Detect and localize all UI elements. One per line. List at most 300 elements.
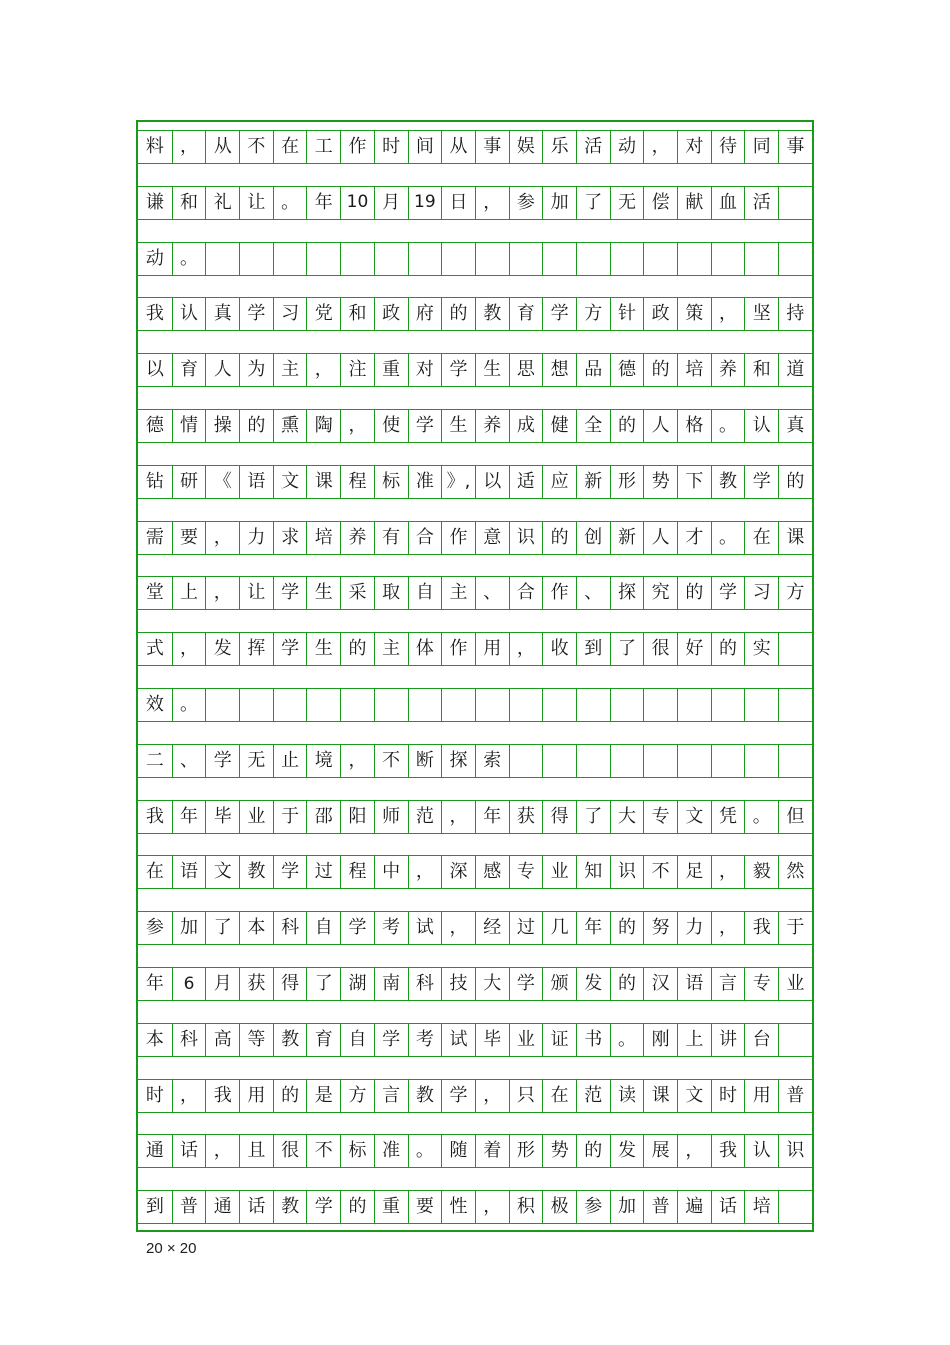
grid-cell: 势	[643, 465, 677, 499]
grid-cell: 和	[340, 297, 374, 331]
grid-cell: 课	[778, 521, 812, 555]
grid-cell: 作	[340, 130, 374, 164]
grid-cell: 语	[239, 465, 273, 499]
grid-cell: 日	[441, 186, 475, 220]
grid-cell: 从	[205, 130, 239, 164]
grid-cell: ，	[408, 855, 442, 889]
grid-cell: 待	[711, 130, 745, 164]
grid-cell: 发	[205, 632, 239, 666]
grid-cell: 书	[576, 1023, 610, 1057]
grid-cell: 学	[239, 297, 273, 331]
grid-cell: 19	[408, 186, 442, 220]
grid-cell: ，	[441, 800, 475, 834]
grid-cell: 主	[374, 632, 408, 666]
grid-cell	[711, 744, 745, 778]
grid-cell: 和	[172, 186, 206, 220]
grid-cell: 、	[475, 576, 509, 610]
grid-cell: 加	[542, 186, 576, 220]
grid-cell	[576, 744, 610, 778]
grid-cell	[778, 744, 812, 778]
grid-cell: 谦	[138, 186, 172, 220]
grid-cell: 在	[744, 521, 778, 555]
grid-cell: 主	[273, 353, 307, 387]
grid-cell: 式	[138, 632, 172, 666]
grid-cell: 以	[138, 353, 172, 387]
grid-cell	[677, 688, 711, 722]
grid-cell	[778, 186, 812, 220]
grid-cell: 的	[576, 1134, 610, 1168]
grid-cell: 方	[576, 297, 610, 331]
grid-cell: 到	[138, 1190, 172, 1224]
grid-cell: 力	[677, 911, 711, 945]
grid-cell	[306, 242, 340, 276]
grid-cell	[711, 688, 745, 722]
grid-cell: 自	[306, 911, 340, 945]
grid-row	[138, 1134, 812, 1168]
grid-cell	[475, 688, 509, 722]
grid-cell	[509, 688, 543, 722]
grid-cell: 教	[475, 297, 509, 331]
grid-cell: 新	[610, 521, 644, 555]
grid-cell: 知	[576, 855, 610, 889]
grid-cell: ，	[711, 855, 745, 889]
grid-cell: ，	[711, 297, 745, 331]
grid-cell: 的	[273, 1079, 307, 1113]
grid-cell: 且	[239, 1134, 273, 1168]
grid-cell: 对	[408, 353, 442, 387]
grid-cell: 生	[441, 409, 475, 443]
grid-cell: 德	[138, 409, 172, 443]
grid-cell: 使	[374, 409, 408, 443]
grid-cell: 言	[374, 1079, 408, 1113]
grid-cell: 礼	[205, 186, 239, 220]
grid-cell: ，	[475, 186, 509, 220]
grid-row	[138, 967, 812, 1001]
grid-cell: 文	[677, 800, 711, 834]
grid-cell: 真	[778, 409, 812, 443]
manuscript-grid-sheet	[136, 120, 814, 1232]
grid-cell: 获	[239, 967, 273, 1001]
grid-cell: 教	[408, 1079, 442, 1113]
grid-cell: 深	[441, 855, 475, 889]
grid-cell: 全	[576, 409, 610, 443]
grid-cell: 中	[374, 855, 408, 889]
grid-cell	[610, 744, 644, 778]
grid-cell: 很	[643, 632, 677, 666]
grid-cell: 了	[306, 967, 340, 1001]
grid-cell: 乐	[542, 130, 576, 164]
grid-cell: 本	[138, 1023, 172, 1057]
grid-cell: 时	[711, 1079, 745, 1113]
grid-cell: 在	[138, 855, 172, 889]
grid-cell: 人	[205, 353, 239, 387]
grid-cell: 用	[239, 1079, 273, 1113]
grid-cell: 健	[542, 409, 576, 443]
grid-cell: 方	[340, 1079, 374, 1113]
grid-cell: 着	[475, 1134, 509, 1168]
grid-cell: 毕	[475, 1023, 509, 1057]
grid-cell: 年	[576, 911, 610, 945]
grid-cell: 养	[475, 409, 509, 443]
grid-cell: 学	[441, 353, 475, 387]
grid-cell: 等	[239, 1023, 273, 1057]
grid-cell: 课	[643, 1079, 677, 1113]
grid-cell: 准	[408, 465, 442, 499]
grid-cell: 活	[744, 186, 778, 220]
grid-cell: 范	[408, 800, 442, 834]
grid-cell: 是	[306, 1079, 340, 1113]
grid-cell: 创	[576, 521, 610, 555]
grid-cell: 政	[643, 297, 677, 331]
grid-row	[138, 911, 812, 945]
grid-cell: 认	[744, 1134, 778, 1168]
grid-cell	[677, 744, 711, 778]
grid-cell: 发	[576, 967, 610, 1001]
grid-cell: 学	[273, 576, 307, 610]
grid-cell: 人	[643, 521, 677, 555]
grid-cell: ，	[340, 744, 374, 778]
grid-cell: 工	[306, 130, 340, 164]
grid-cell: 合	[408, 521, 442, 555]
grid-cell: 阳	[340, 800, 374, 834]
grid-cell: 培	[306, 521, 340, 555]
grid-cell: 。	[273, 186, 307, 220]
grid-cell: 业	[239, 800, 273, 834]
grid-cell: 标	[340, 1134, 374, 1168]
grid-cell: 时	[138, 1079, 172, 1113]
grid-cell: 学	[374, 1023, 408, 1057]
grid-cell: 发	[610, 1134, 644, 1168]
grid-cell: 的	[239, 409, 273, 443]
grid-cell	[239, 688, 273, 722]
grid-cell: 得	[273, 967, 307, 1001]
grid-cell: 自	[408, 576, 442, 610]
grid-cell: 了	[610, 632, 644, 666]
grid-cell: 让	[239, 576, 273, 610]
grid-cell: 培	[677, 353, 711, 387]
grid-cell: 在	[273, 130, 307, 164]
grid-row	[138, 353, 812, 387]
grid-row	[138, 465, 812, 499]
grid-cell: 大	[610, 800, 644, 834]
grid-cell: 用	[744, 1079, 778, 1113]
grid-cell: 年	[306, 186, 340, 220]
grid-cell: 养	[340, 521, 374, 555]
grid-cell: ，	[205, 576, 239, 610]
grid-cell: 育	[509, 297, 543, 331]
grid-cell: ，	[205, 1134, 239, 1168]
grid-cell: 证	[542, 1023, 576, 1057]
grid-cell: 讲	[711, 1023, 745, 1057]
grid-cell: 力	[239, 521, 273, 555]
grid-cell: 学	[205, 744, 239, 778]
grid-cell: 刚	[643, 1023, 677, 1057]
grid-cell: 为	[239, 353, 273, 387]
grid-cell: 话	[172, 1134, 206, 1168]
grid-cell: 参	[576, 1190, 610, 1224]
grid-cell: 要	[172, 521, 206, 555]
grid-cell: 准	[374, 1134, 408, 1168]
grid-cell: 探	[441, 744, 475, 778]
grid-cell	[509, 242, 543, 276]
grid-cell: 无	[239, 744, 273, 778]
grid-cell: ，	[306, 353, 340, 387]
grid-cell: 养	[711, 353, 745, 387]
grid-cell: 动	[138, 242, 172, 276]
grid-cell: 学	[273, 632, 307, 666]
grid-cell: 想	[542, 353, 576, 387]
grid-cell: 索	[475, 744, 509, 778]
grid-cell	[542, 688, 576, 722]
grid-cell: 普	[643, 1190, 677, 1224]
grid-cell: 业	[542, 855, 576, 889]
grid-cell: 话	[711, 1190, 745, 1224]
grid-cell: 年	[138, 967, 172, 1001]
grid-row	[138, 688, 812, 722]
grid-cell: 需	[138, 521, 172, 555]
grid-cell: 《	[205, 465, 239, 499]
grid-cell: 通	[138, 1134, 172, 1168]
grid-cell: 的	[610, 967, 644, 1001]
grid-cell: 考	[374, 911, 408, 945]
grid-cell: 用	[475, 632, 509, 666]
grid-cell	[744, 744, 778, 778]
grid-cell: 湖	[340, 967, 374, 1001]
grid-cell: 习	[273, 297, 307, 331]
grid-cell	[643, 744, 677, 778]
grid-cell: 陶	[306, 409, 340, 443]
grid-cell: 取	[374, 576, 408, 610]
grid-cell: 血	[711, 186, 745, 220]
grid-cell: 加	[172, 911, 206, 945]
grid-cell: 6	[172, 967, 206, 1001]
grid-cell: 学	[711, 576, 745, 610]
grid-cell: 识	[610, 855, 644, 889]
grid-cell: 事	[778, 130, 812, 164]
grid-cell: 足	[677, 855, 711, 889]
grid-cell: 南	[374, 967, 408, 1001]
grid-cell: 体	[408, 632, 442, 666]
grid-cell: 考	[408, 1023, 442, 1057]
grid-cell: 台	[744, 1023, 778, 1057]
grid-cell: 不	[239, 130, 273, 164]
grid-cell: 科	[172, 1023, 206, 1057]
grid-cell: 德	[610, 353, 644, 387]
grid-cell: 真	[205, 297, 239, 331]
grid-cell: 几	[542, 911, 576, 945]
grid-cell: 生	[306, 576, 340, 610]
grid-cell: 教	[273, 1190, 307, 1224]
grid-cell: 专	[509, 855, 543, 889]
grid-cell: 汉	[643, 967, 677, 1001]
grid-cell: 作	[542, 576, 576, 610]
grid-cell: 的	[643, 353, 677, 387]
grid-cell: 实	[744, 632, 778, 666]
grid-cell: 通	[205, 1190, 239, 1224]
grid-cell: 坚	[744, 297, 778, 331]
grid-row	[138, 409, 812, 443]
grid-cell: 自	[340, 1023, 374, 1057]
grid-cell: 极	[542, 1190, 576, 1224]
grid-cell: 和	[744, 353, 778, 387]
grid-cell: 料	[138, 130, 172, 164]
grid-cell: 学	[744, 465, 778, 499]
grid-cell: 学	[340, 911, 374, 945]
grid-cell: 得	[542, 800, 576, 834]
grid-cell: 思	[509, 353, 543, 387]
grid-cell: 才	[677, 521, 711, 555]
grid-row	[138, 1079, 812, 1113]
grid-cell: 试	[408, 911, 442, 945]
grid-cell: 政	[374, 297, 408, 331]
grid-cell	[744, 688, 778, 722]
grid-cell: 要	[408, 1190, 442, 1224]
grid-cell: ，	[172, 632, 206, 666]
grid-cell: 二	[138, 744, 172, 778]
grid-cell: 努	[643, 911, 677, 945]
grid-row	[138, 242, 812, 276]
grid-row	[138, 632, 812, 666]
grid-cell: 境	[306, 744, 340, 778]
grid-cell: 学	[509, 967, 543, 1001]
grid-cell: 过	[306, 855, 340, 889]
grid-cell	[677, 242, 711, 276]
grid-cell: 献	[677, 186, 711, 220]
grid-cell: 然	[778, 855, 812, 889]
grid-cell: ，	[475, 1079, 509, 1113]
grid-cell: 技	[441, 967, 475, 1001]
grid-cell	[778, 688, 812, 722]
grid-cell: 的	[677, 576, 711, 610]
grid-cell: ，	[441, 911, 475, 945]
grid-cell: 遍	[677, 1190, 711, 1224]
grid-cell: 情	[172, 409, 206, 443]
grid-cell	[744, 242, 778, 276]
grid-cell: 语	[677, 967, 711, 1001]
grid-cell: 主	[441, 576, 475, 610]
grid-cell: 文	[205, 855, 239, 889]
grid-cell: 好	[677, 632, 711, 666]
grid-cell: 于	[273, 800, 307, 834]
grid-cell: 的	[441, 297, 475, 331]
grid-cell: 普	[172, 1190, 206, 1224]
grid-row	[138, 855, 812, 889]
grid-cell: 娱	[509, 130, 543, 164]
grid-cell: 习	[744, 576, 778, 610]
grid-cell	[273, 242, 307, 276]
grid-cell: 业	[509, 1023, 543, 1057]
grid-cell: 偿	[643, 186, 677, 220]
grid-cell: 挥	[239, 632, 273, 666]
grid-cell: 探	[610, 576, 644, 610]
grid-cell	[273, 688, 307, 722]
grid-cell: 试	[441, 1023, 475, 1057]
grid-cell: 过	[509, 911, 543, 945]
grid-cell: 不	[374, 744, 408, 778]
grid-cell: 的	[542, 521, 576, 555]
grid-cell: 不	[643, 855, 677, 889]
grid-cell: 下	[677, 465, 711, 499]
grid-cell: 我	[205, 1079, 239, 1113]
grid-row	[138, 576, 812, 610]
grid-cell: 言	[711, 967, 745, 1001]
grid-cell	[509, 744, 543, 778]
grid-cell	[643, 242, 677, 276]
grid-cell: 语	[172, 855, 206, 889]
grid-cell: 。	[408, 1134, 442, 1168]
grid-cell: 收	[542, 632, 576, 666]
grid-cell: 大	[475, 967, 509, 1001]
grid-cell: 标	[374, 465, 408, 499]
grid-cell: 效	[138, 688, 172, 722]
grid-size-label: 20 × 20	[146, 1240, 197, 1257]
grid-cell: 》,	[441, 465, 475, 499]
grid-cell: 让	[239, 186, 273, 220]
grid-cell: 作	[441, 521, 475, 555]
grid-cell: 学	[542, 297, 576, 331]
grid-cell	[610, 242, 644, 276]
grid-cell: 形	[610, 465, 644, 499]
grid-cell: 认	[172, 297, 206, 331]
grid-cell: 上	[677, 1023, 711, 1057]
grid-cell: 普	[778, 1079, 812, 1113]
grid-cell: 毅	[744, 855, 778, 889]
grid-cell	[374, 242, 408, 276]
grid-cell: 范	[576, 1079, 610, 1113]
grid-cell: 意	[475, 521, 509, 555]
grid-cell: 课	[306, 465, 340, 499]
grid-cell: 时	[374, 130, 408, 164]
grid-cell: 的	[778, 465, 812, 499]
grid-cell: 适	[509, 465, 543, 499]
grid-cell: 识	[778, 1134, 812, 1168]
grid-cell: 生	[475, 353, 509, 387]
grid-cell: 的	[610, 911, 644, 945]
grid-cell: 道	[778, 353, 812, 387]
grid-cell: 不	[306, 1134, 340, 1168]
grid-cell: ，	[205, 521, 239, 555]
grid-cell: ，	[172, 1079, 206, 1113]
grid-cell: 加	[610, 1190, 644, 1224]
grid-cell: 策	[677, 297, 711, 331]
grid-cell: 10	[340, 186, 374, 220]
grid-cell: 业	[778, 967, 812, 1001]
grid-cell: 性	[441, 1190, 475, 1224]
grid-cell: 师	[374, 800, 408, 834]
grid-cell: 随	[441, 1134, 475, 1168]
grid-cell: 了	[205, 911, 239, 945]
grid-cell: 年	[475, 800, 509, 834]
grid-cell: 成	[509, 409, 543, 443]
grid-cell: 月	[374, 186, 408, 220]
grid-cell: 形	[509, 1134, 543, 1168]
grid-cell: 的	[711, 632, 745, 666]
grid-cell: 毕	[205, 800, 239, 834]
grid-cell	[778, 242, 812, 276]
grid-cell: 以	[475, 465, 509, 499]
grid-cell: 重	[374, 1190, 408, 1224]
grid-cell: 专	[643, 800, 677, 834]
grid-cell: 采	[340, 576, 374, 610]
grid-cell: 注	[340, 353, 374, 387]
grid-cell	[475, 242, 509, 276]
grid-cell: 从	[441, 130, 475, 164]
grid-row	[138, 130, 812, 164]
grid-cell: ，	[172, 130, 206, 164]
grid-cell: 同	[744, 130, 778, 164]
grid-cell: 我	[711, 1134, 745, 1168]
grid-cell: 但	[778, 800, 812, 834]
